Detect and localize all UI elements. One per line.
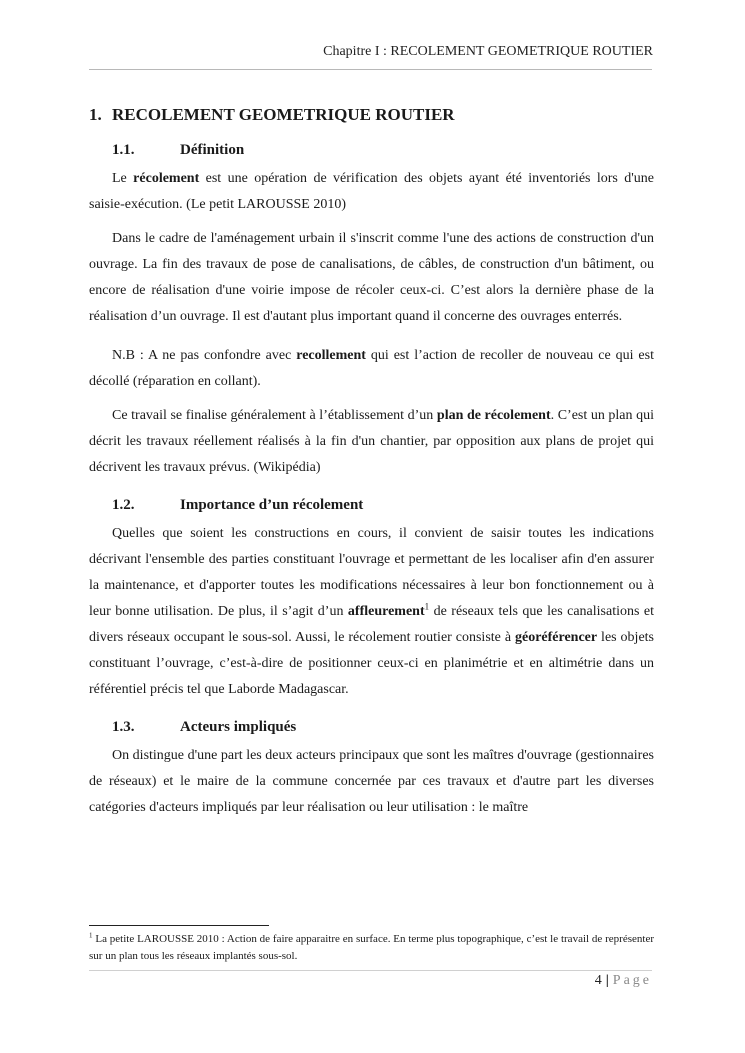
- footnote-ref[interactable]: 1: [424, 601, 430, 612]
- running-header: Chapitre I : RECOLEMENT GEOMETRIQUE ROUTIER: [323, 44, 653, 59]
- page-separator: |: [605, 973, 609, 988]
- subsection-heading-acteurs: [89, 716, 654, 738]
- subsection-title: Acteurs impliqués: [180, 719, 297, 735]
- subsection-number: 1.1.: [112, 142, 135, 158]
- text-run: est une opération de vérification des objets ayant été inventoriés lors d'une saisie-exécution. (Le petit LAROUSSE 2010): [89, 171, 655, 212]
- text-run: . C’est un plan qui décrit les travaux réellement réalisés à la fin d'un chantier, par opposition aux plans de projet qui décrivent les travaux prévus. (Wikipédia): [89, 408, 654, 475]
- text-run: les objets constituant l’ouvrage, c’est-à-dire de positionner ceux-ci en planimétrie et en altimétrie dans un référentiel précis tel que Laborde Madagascar.: [89, 630, 654, 697]
- subsection-number: 1.2.: [112, 497, 135, 513]
- bold-term: affleurement: [347, 604, 425, 619]
- text-run: Le: [112, 171, 134, 186]
- subsection-heading-definition: [89, 139, 654, 161]
- text-run: qui est l’action de recoller de nouveau ce qui est décollé (réparation en collant).: [89, 348, 654, 389]
- subsection-number: 1.3.: [112, 719, 135, 735]
- bold-term: géoréférencer: [514, 630, 598, 645]
- section-number: 1.: [89, 105, 102, 124]
- subsection-title: Importance d’un récolement: [180, 497, 364, 513]
- bold-term: récolement: [133, 171, 200, 186]
- page-footer: [595, 973, 652, 989]
- section-heading: [89, 103, 654, 127]
- footnote-rule: [89, 925, 269, 926]
- page-body: [89, 103, 654, 834]
- paragraph-plan: [89, 403, 654, 481]
- paragraph-importance: [89, 521, 654, 703]
- text-run: Ce travail se finalise généralement à l’établissement d’un: [112, 408, 437, 423]
- paragraph-context: Dans le cadre de l'aménagement urbain il s'inscrit comme l'une des actions de construction d'un ouvrage. La fin des travaux de pose de canalisations, de câbles, de construction d'un bâtiment, ou encore de réalisation d'une voirie impose de récoler ceux-ci. C’est alors la dernière phase de la réalisation d’un ouvrage. Il est d'autant plus important quand il concerne des ouvrages enterrés.: [89, 231, 654, 324]
- footer-rule: [89, 970, 652, 971]
- bold-term: recollement: [296, 348, 366, 363]
- text-run: de réseaux tels que les canalisations et divers réseaux occupant le sous-sol. Aussi, le récolement routier consiste à: [89, 604, 654, 645]
- footnote: [89, 931, 654, 965]
- bold-term: plan de récolement: [436, 408, 551, 423]
- page-number: 4: [594, 973, 602, 988]
- page-label: Page: [612, 973, 652, 988]
- section-title: RECOLEMENT GEOMETRIQUE ROUTIER: [112, 105, 455, 124]
- footnote-marker: 1: [89, 931, 93, 940]
- subsection-title: Définition: [180, 142, 245, 158]
- paragraph-acteurs: On distingue d'une part les deux acteurs principaux que sont les maîtres d'ouvrage (gestionnaires de réseaux) et le maire de la commune concernée par ces travaux et d'autre part les diverses catégories d'acteurs impliqués par leur réalisation ou leur utilisation : le maître: [89, 748, 654, 815]
- header-rule: [89, 69, 652, 70]
- paragraph-definition: [89, 166, 654, 218]
- text-run: Quelles que soient les constructions en cours, il convient de saisir toutes les indications décrivant l'ensemble des parties constituant l'ouvrage et permettant de les localiser afin d'en assurer la maintenance, et d'apporter toutes les modifications nécessaires à leur bon fonctionnement ou à leur bonne utilisation. De plus, il s’agit d’un: [89, 526, 654, 619]
- subsection-heading-importance: [89, 494, 654, 516]
- text-run: N.B : A ne pas confondre avec: [112, 348, 297, 363]
- footnote-text: La petite LAROUSSE 2010 : Action de faire apparaitre en surface. En terme plus topographique, c’est le travail de représenter sur un plan tous les réseaux implantés sous-sol.: [89, 933, 654, 962]
- paragraph-nb: [89, 343, 654, 395]
